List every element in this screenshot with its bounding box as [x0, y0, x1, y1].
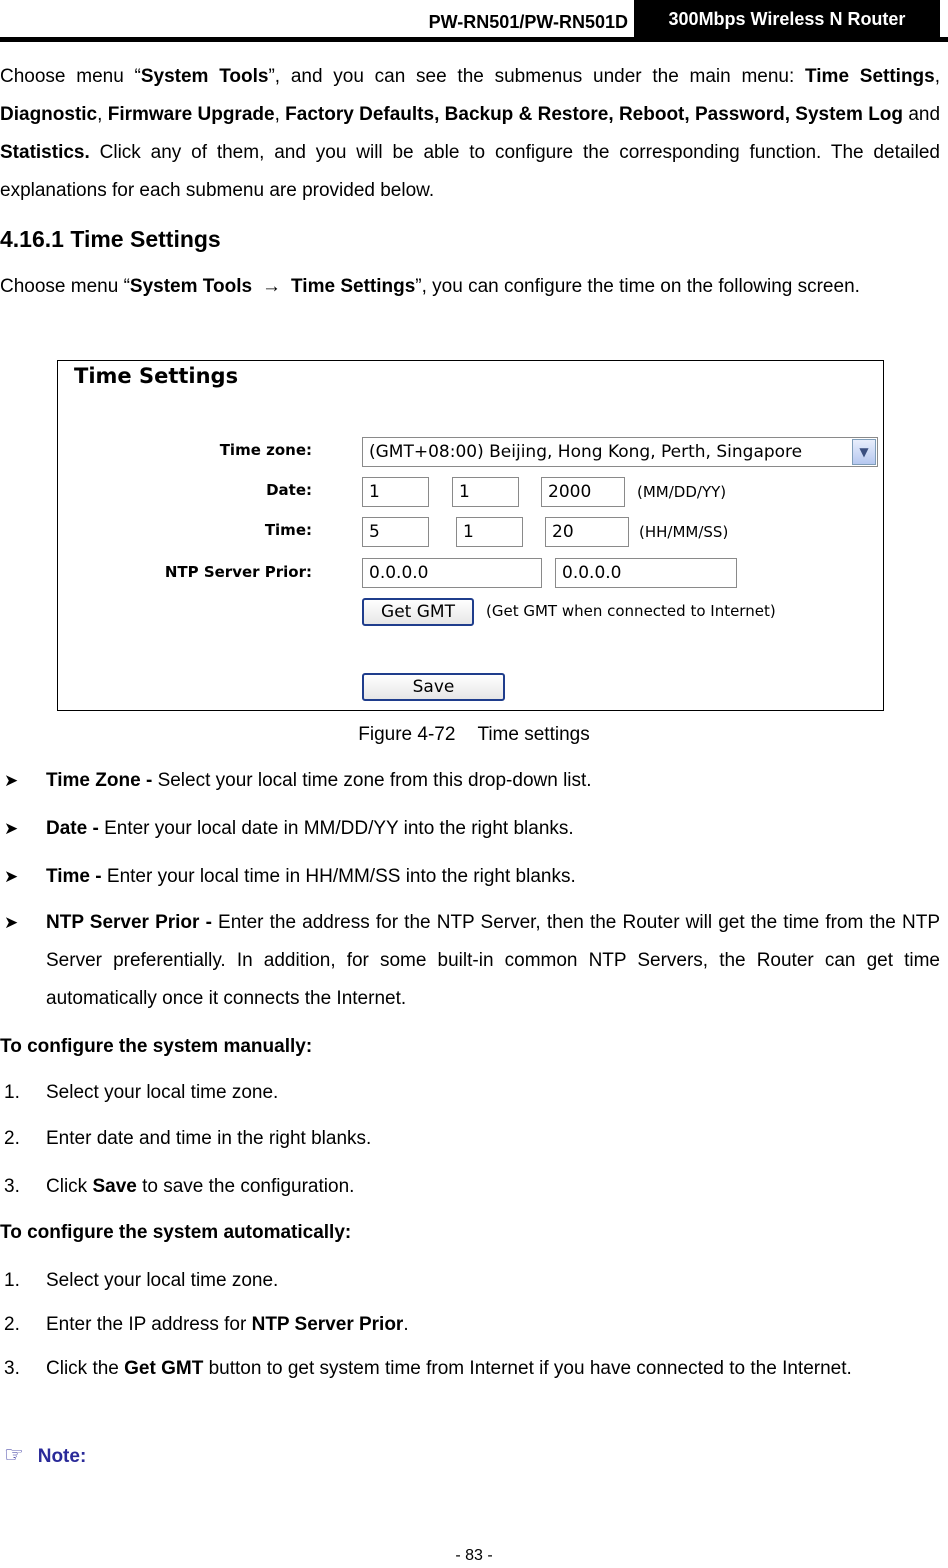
- step-number: 3.: [4, 1358, 20, 1379]
- date-label: Date:: [266, 481, 312, 499]
- time-second-input[interactable]: 20: [545, 517, 629, 547]
- submenu-name: Diagnostic: [0, 104, 98, 125]
- time-format-hint: (HH/MM/SS): [639, 523, 729, 541]
- intro-text: Choose menu “: [0, 66, 141, 87]
- step-keyword: Save: [92, 1176, 137, 1197]
- menu-path: System Tools: [129, 276, 253, 297]
- pointing-hand-icon: ☞: [4, 1442, 24, 1467]
- step-number: 2.: [4, 1314, 20, 1335]
- list-item: [0, 1306, 940, 1344]
- page-header: [0, 0, 948, 44]
- step-text: button to get system time from Internet if you have connected to the Internet.: [203, 1358, 852, 1379]
- section-text: Choose menu “: [0, 276, 130, 297]
- step-number: 2.: [4, 1128, 20, 1149]
- figure-title: Time Settings: [74, 364, 239, 388]
- header-product: 300Mbps Wireless N Router: [634, 0, 940, 38]
- submenu-name: Firmware Upgrade: [107, 104, 275, 125]
- step-text: Select your local time zone.: [46, 1270, 279, 1291]
- timezone-select[interactable]: [362, 437, 878, 467]
- step-text: Select your local time zone.: [46, 1082, 279, 1103]
- bullet-arrow-icon: ➤: [4, 867, 19, 886]
- step-number: 1.: [4, 1270, 20, 1291]
- list-item: [0, 1350, 940, 1388]
- list-item: [0, 858, 940, 896]
- list-item: [0, 1074, 940, 1112]
- auto-heading: To configure the system automatically:: [0, 1222, 352, 1243]
- submenu-name: Statistics.: [0, 142, 90, 163]
- manual-heading: To configure the system manually:: [0, 1036, 313, 1057]
- note-callout: [4, 1436, 86, 1476]
- list-item: [0, 1168, 940, 1206]
- ntp-server-2-input[interactable]: 0.0.0.0: [555, 558, 737, 588]
- bullet-arrow-icon: ➤: [4, 913, 19, 932]
- step-number: 3.: [4, 1176, 20, 1197]
- section-paragraph: [0, 268, 940, 306]
- timezone-label: Time zone:: [219, 441, 312, 459]
- get-gmt-hint: (Get GMT when connected to Internet): [486, 602, 776, 620]
- step-keyword: NTP Server Prior: [251, 1314, 404, 1335]
- step-text: Click the: [46, 1358, 125, 1379]
- intro-menu: System Tools: [140, 66, 269, 87]
- time-minute-input[interactable]: 1: [456, 517, 523, 547]
- date-month-input[interactable]: 1: [362, 477, 429, 507]
- step-text: .: [403, 1314, 409, 1335]
- bullet-term: Time Zone -: [46, 770, 158, 791]
- section-text: ”, you can configure the time on the following screen.: [415, 276, 860, 297]
- bullet-term: Date -: [46, 818, 105, 839]
- header-rule: [0, 37, 948, 42]
- bullet-text: Select your local time zone from this drop-down list.: [157, 770, 592, 791]
- time-label: Time:: [264, 521, 312, 539]
- bullet-term: NTP Server Prior -: [46, 912, 219, 933]
- bullet-term: Time -: [46, 866, 107, 887]
- date-day-input[interactable]: 1: [452, 477, 519, 507]
- bullet-arrow-icon: ➤: [4, 819, 19, 838]
- sep: ,: [97, 104, 108, 125]
- sep: ,: [934, 66, 941, 87]
- bullet-text: Enter the address for the NTP Server, then the Router will get the time from the NTP Server preferentially. In addition, for some built-in common NTP Servers, the Router can get time automatically once it connects the Internet.: [46, 912, 940, 1009]
- note-label: Note:: [37, 1446, 87, 1467]
- step-text: Enter the IP address for: [46, 1314, 252, 1335]
- submenu-name: Time Settings: [805, 66, 935, 87]
- list-item: [0, 904, 940, 1018]
- bullet-arrow-icon: ➤: [4, 771, 19, 790]
- list-item: [0, 810, 940, 848]
- header-model: PW-RN501/PW-RN501D: [428, 12, 628, 32]
- list-item: [0, 1120, 940, 1158]
- bullet-text: Enter your local date in MM/DD/YY into the right blanks.: [104, 818, 574, 839]
- ntp-server-1-input[interactable]: 0.0.0.0: [362, 558, 542, 588]
- timezone-value: (GMT+08:00) Beijing, Hong Kong, Perth, Singapore: [369, 442, 803, 462]
- ntp-label: NTP Server Prior:: [164, 563, 312, 581]
- menu-path: Time Settings: [291, 276, 416, 297]
- save-button[interactable]: Save: [362, 673, 505, 701]
- sep: ,: [274, 104, 286, 125]
- page-number: - 83 -: [455, 1547, 493, 1564]
- time-hour-input[interactable]: 5: [362, 517, 429, 547]
- submenu-name: Factory Defaults, Backup & Restore, Reboot, Password, System Log: [285, 104, 904, 125]
- section-heading: 4.16.1 Time Settings: [0, 226, 221, 252]
- step-text: to save the configuration.: [136, 1176, 355, 1197]
- sep: and: [903, 104, 941, 125]
- bullet-text: Enter your local time in HH/MM/SS into the right blanks.: [106, 866, 576, 887]
- list-item: [0, 1262, 940, 1300]
- step-keyword: Get GMT: [124, 1358, 204, 1379]
- date-format-hint: (MM/DD/YY): [637, 483, 727, 501]
- caption-text: Time settings: [477, 724, 590, 745]
- intro-text: ”, and you can see the submenus under the main menu:: [268, 66, 806, 87]
- step-number: 1.: [4, 1082, 20, 1103]
- figure-caption: [0, 720, 948, 750]
- step-text: Enter date and time in the right blanks.: [46, 1128, 372, 1149]
- time-settings-figure: [57, 360, 884, 711]
- get-gmt-button[interactable]: Get GMT: [362, 598, 474, 626]
- chevron-down-icon[interactable]: ▼: [852, 439, 876, 465]
- arrow-icon: →: [262, 276, 282, 297]
- intro-text: Click any of them, and you will be able to configure the corresponding function. The detailed explanations for each submenu are provided below.: [0, 142, 940, 201]
- date-year-input[interactable]: 2000: [541, 477, 625, 507]
- list-item: [0, 762, 940, 800]
- caption-number: Figure 4-72: [358, 724, 456, 745]
- step-text: Click: [46, 1176, 93, 1197]
- intro-paragraph: [0, 58, 940, 210]
